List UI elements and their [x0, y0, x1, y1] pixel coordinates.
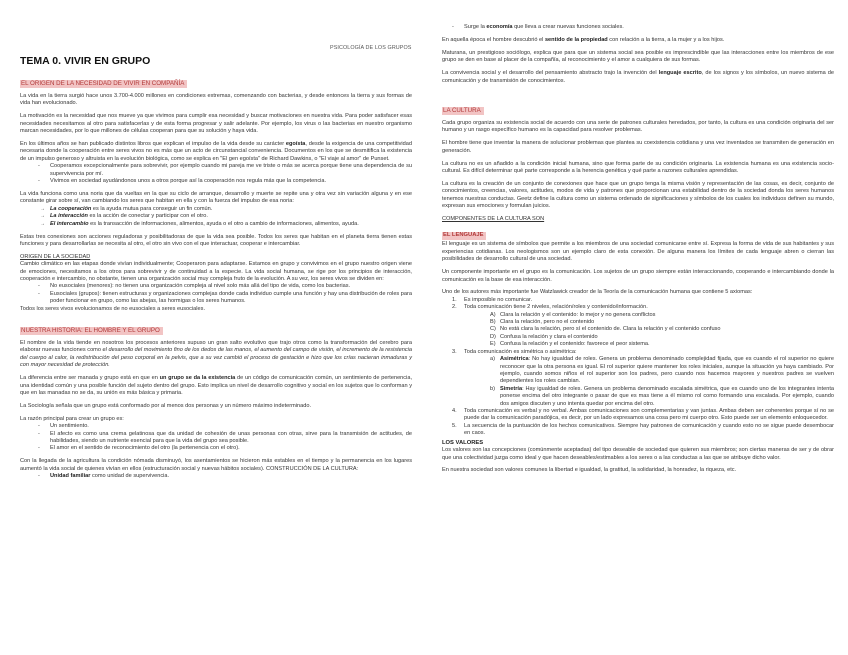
list-item: E) Confusa la relación y el contenido: favorece el peor sistema. — [490, 341, 650, 348]
paragraph: La Sociología señala que un grupo está conformado por al menos dos personas y un número máximo indeterminado. — [20, 402, 312, 409]
section-heading-cultura: LA CULTURA — [442, 107, 484, 115]
paragraph: La cultura es la creación de un conjunto de conexiones que hace que un grupo tenga la misma visión y representación de las cosas, es decir, conjunto de conocimientos, creencias, valores, actitudes, modos de vida y patrones que proporcionan una estabilidad dentro de la sociedad donda los seres humanos tenemos nuestras conductas. Geetz define la cultura como un sistema ordenado de significaciones y símbolos de los cuales los individuos definen su mundo, expresan sus emociones y formulan juicios. — [442, 180, 834, 210]
paragraph: El hombre tiene que inventar la manera de solucionar problemas que plantea su coexistencia cotidiana y una vez inventados se transmiten de generación en generación. — [442, 140, 834, 154]
paragraph: En aquella época el hombre descubrió el sentido de la propiedad con relación a la tierra, a la mujer y a los hijos. — [442, 36, 725, 43]
list-item: B) Clara la relación, pero no el contenido — [490, 319, 595, 326]
list-item: - El amor en el sentido de reconocimiento del otro (la pertenencia con el otro). — [42, 445, 412, 452]
running-header: PSICOLOGÍA DE LOS GRUPOS — [330, 45, 412, 51]
subheading-lenguaje: EL LENGUAJE — [442, 232, 486, 240]
bullet-list — [20, 473, 412, 480]
bullet-list — [20, 163, 412, 185]
list-item: → El intercambio es la transacción de informaciones, alimentos, ayuda o el otro a cambio de informaciones, alimentos, ayuda. — [44, 221, 412, 228]
list-item: - Un sentimiento. — [42, 423, 412, 430]
sub-list — [464, 312, 834, 349]
bullet-list — [20, 423, 412, 453]
bullet-list — [442, 24, 834, 31]
paragraph: Un componente importante en el grupo es la comunicación. Los sujetos de un grupo siempre están interaccionando, cooperando e intercambiando donde la comunicación es la base de esa interacción. — [442, 269, 834, 283]
list-item: a) Asimétrica: No hay igualdad de roles. Genera un problema denominado complejidad fijada, que es cuando el rol superior no quiere reconocer que la otra persona es igual. El rol superior quiere mantener los roles iniciales, aunque la situación ya haya cambiado. Por ejemplo, cuando somos niños el rol superior son los padres, pero cuando nos hacemos mayores y nuestros padres se vuelven dependientes los roles cambian. — [490, 356, 834, 385]
right-column — [442, 24, 834, 475]
sub-list — [464, 356, 834, 408]
list-item: - No eusociales (menores): no tienen una organización compleja al nivel solo más allá del tipo de vida, como los bacterias. — [42, 283, 412, 290]
list-item: - Unidad familiar como unidad de supervivencia. — [42, 473, 412, 480]
subheading-origen-sociedad: ORIGEN DE LA SOCIEDAD — [20, 253, 91, 260]
subheading-valores: LOS VALORES — [442, 439, 484, 446]
bullet-list — [20, 283, 412, 305]
paragraph: Estas tres conexiones son acciones reguladoras y posibilitadoras de que la vida sea posible. Todos los seres que habitan en el planeta tierra tienen estas funciones y para desarrollarlas se necesita al otro, el otro sin vivo con el que interactuar, cooperar e intercambiar. — [20, 233, 412, 247]
paragraph: La convivencia social y el desarrollo del pensamiento abstracto trajo la invención del lenguaje escrito, de los signos y los símbolos, un nuevo sistema de comunicación y de transmisión de conocimientos. — [442, 70, 834, 84]
paragraph: En los últimos años se han publicado distintos libros que explican el impulso de la vida desde su carácter egoísta, desde la exigencia de una competitividad necesaria donde la cooperación entre seres vivos no es más que un acto de circunstancial conveniencia. Documentos en los que se desmitifica la existencia de un impulso generoso y altruista en la evolución biológica, como se explica en "El gen egoísta" de Richard Dawkins, o "El viaje al amor" de Punset. — [20, 141, 413, 162]
paragraph: La vida en la tierra surgió hace unos 3.700-4.000 millones en condiciones extremas, comenzando con bacterias, y desde entonces la tierra y sus formas de vida han evolucionado. — [20, 93, 412, 107]
paragraph: La cultura no es un añadido a la condición inicial humana, sino que forma parte de su condición originaria. La existencia humana es una existencia socio-cultural. Es difícil determinar qué parte corresponde a la herencia genética y qué parte a razones culturales aprendidas. — [442, 160, 834, 174]
list-item: - Vivimos en sociedad ayudándonos unos a otros porque así la cooperación nos regula más que la competencia. — [42, 178, 412, 185]
list-item: → La interacción es la acción de conectar y participar con el otro. — [44, 213, 412, 220]
list-item: → La cooperación es la ayuda mutua para conseguir un fin común. — [44, 206, 412, 213]
list-item: 2. Toda comunicación tiene 2 niveles, relación/roles y contenido/información. A) Clara la relación y el contenido: lo mejor y no genera conflictos B) Clara la relación, pero no el contenido C) No está clara la relación, pero sí el contenido de. Clara la relación y el contenido confuso D) Confusa la relación y clara el contenido E) Confusa la relación y el contenido: favorece el peor sistema. — [452, 304, 834, 348]
paragraph: Con la llegada de la agricultura la condición nómada disminuyó, los asentamientos se hicieron más estables en el tiempo y la permanencia en los lugares aumentó la vida social de quienes vivían en ellos (estructuración social y nuevas hábitos sociales). CONSTRUCCIÓN DE LA CULTURA: — [20, 458, 412, 472]
arrow-list — [20, 206, 412, 228]
list-item: 5. La secuencia de la puntuación de los hechos comunicativos. Siempre hay patrones de comunicación y cuando esto no se sigue puede desembocar en caos. — [452, 422, 834, 437]
paragraph: La diferencia entre ser manada y grupo está en que en un grupo se da la existencia de un código de comunicación común, un sentimiento de pertenencia, una identidad común y una posible función del sujeto dentro del grupo. Esto implica un nivel de desarrollo cognitivo y social en los sujetos que lo conforman y que en las manadas no se da, su unión es más básica y primaria. — [20, 375, 412, 396]
paragraph: Uno de los autores más importante fue Watzlawick creador de la Teoría de la comunicación humana que contiene 5 axiomas: — [442, 289, 753, 296]
list-item: D) Confusa la relación y clara el contenido — [490, 333, 598, 340]
paragraph: La razón principal para crear un grupo es: — [20, 415, 124, 422]
paragraph: El nombre de la vida tiende en nosotros los procesos anteriores supuso un gran salto evolutivo que trajo otros como la transformación del cerebro para elaborar nuevas funciones como el desarrollo del movimiento fino de los dedos de las manos, el aumento del campo de visión, el incremento de la resistencia del cuerpo al calor, la redistribución del peso corporal en la pelvis, que a su vez cambió el proceso de gestación e hizo que los crías nacieran inmaduras y con mayor necesidad de protección. — [20, 340, 412, 369]
paragraph: El lenguaje es un sistema de símbolos que permite a los miembros de una sociedad comunicarse entre sí. Expresa la forma de vida de sus habitantes y sus experiencias cotidianas. Los neologismos son un ejemplo claro de esta conexión. De alguna manera los límites de cada lenguaje abren o cierran las posibilidades de desarrollo cultural de una sociedad. — [442, 241, 834, 263]
list-item: 1. Es imposible no comunicar. — [452, 296, 533, 303]
subheading-componentes: COMPONENTES DE LA CULTURA SON — [442, 216, 545, 222]
paragraph: Cada grupo organiza su existencia social de acuerdo con una serie de patrones culturales heredados, por tanto, la cultura es una condición originaria del ser humano y un rasgo específico humano es la capacidad para resolver problemas. — [442, 119, 834, 134]
paragraph: La motivación es la necesidad que nos mueve ya que vivimos para cumplir esa necesidad y buscar motivaciones en nuestra vida. Para poder satisfacer esas necesidades necesitamos al otro para satisfacerlas y de esta forma progresar y salir adelante. Por ejemplo, los virus o las bacterias en nuestro organismo marcan necesidades, por lo que millones de células cooperan para que su solución y haya vida. — [20, 113, 412, 135]
paragraph: En nuestra sociedad son valores comunes la libertad e igualdad, la gratitud, la solidaridad, la honradez, la riqueza, etc. — [442, 467, 737, 474]
document-title: TEMA 0. VIVIR EN GRUPO — [20, 55, 151, 67]
list-item: A) Clara la relación y el contenido: lo mejor y no genera conflictos — [490, 311, 656, 318]
paragraph: Cambio climático en las etapas donde vivían individualmente; Cooperaron para adaptarse. Estamos en grupo y convivimos en el grupo nuestro origen viene de emociones, necesitamos a los otros para sobrevivir y de continuidad a la especie. La vida social humana, se rige por los principios de interacción, cooperación e intercambio, no obstante, tienen una organización social muy compleja fruto de la evolución. A su vez, los seres vivos se dividen en: — [20, 261, 412, 283]
list-item: C) No está clara la relación, pero sí el contenido de. Clara la relación y el contenido confuso — [490, 326, 721, 333]
list-item: 3. Toda comunicación es simétrica o asimétrica: a) Asimétrica: No hay igualdad de roles. Genera un problema denominado complejidad fijada, que es cuando el rol superior no quiere reconocer que la otra persona es igual. El rol superior quiere mantener los roles iniciales, aunque la situación ya haya cambiado. Por ejemplo, cuando somos niños el rol superior son los padres, pero cuando nos hacemos mayores y nuestros padres se vuelven dependientes los roles cambian. b) Simetría: Hay igualdad de roles. Genera un problema denominado escalada simétrica, que es cuando uno de los integrantes intenta ponerse encima del otro integrante o pasar de que es mas tiene a él mismo rol como formando una escalada. Por ejemplo, cuando dos amigos discuten y uno intenta quedar por encima del otro. — [452, 348, 834, 407]
paragraph: Los valores son las concepciones (comúnmente aceptadas) del tipo deseable de sociedad que quieren sus miembros; son ciertas maneras de ser y de obrar que una colectividad juzga como ideal y que hacen deseables/estimables a los seres o a las conductas a las que se atribuye dicho valor. — [442, 447, 834, 461]
list-item: - Surge la economía que lleva a crear nuevas funciones sociales. — [456, 24, 834, 31]
paragraph: La vida funciona como una noria que da vueltas en la que su ciclo de arranque, desarrollo y muerte se repite una y otra vez sin variación alguna y en ese constante girar sobre sí, van cambiando los seres que habitan en ella y con la fuerza del impulso de esa noria: — [20, 190, 412, 205]
list-item: - Eusociales (grupos): tienen estructuras y organizaciones complejas donde cada individuo cumple una función y hay una distribución de roles para poder funcionar en grupo, como las abejas, las hormigas o los seres humanos. — [42, 291, 412, 306]
section-heading-origen: EL ORIGEN DE LA NECESIDAD DE VIVIR EN COMPAÑÍA — [20, 80, 187, 88]
list-item: - El afecto es como una crema gelatinosa que da unidad de cohesión de unas personas con otras, sirve para la transmisión de actitudes, de habilidades, siendo un nutriente esencial para que la vida del grupo sea posible. — [42, 431, 412, 446]
list-item: 4. Toda comunicación es verbal y no verbal. Ambas comunicaciones son complementarias y van juntas. Ambas deben ser coherentes porque sí no se puede dar la comunicación paradójica, es decir, por un lado expresamos una cosa pero mi cuerpo otro. Esto puede ser un elemento enloquecedor. — [452, 407, 834, 422]
list-item: - Cooperamos excepcionalmente para sobrevivir, por ejemplo cuando mi pareja me ve triste o más se acerca porque tiene una dependencia de su supervivencia por mí. — [42, 163, 412, 178]
list-item: b) Simetría: Hay igualdad de roles. Genera un problema denominado escalada simétrica, que es cuando uno de los integrantes intenta ponerse encima del otro integrante o pasar de que es mas tiene a él mismo rol como formando una escalada. Por ejemplo, cuando dos amigos discuten y uno intenta quedar por encima del otro. — [490, 385, 834, 407]
left-column — [20, 72, 412, 481]
axioms-list — [442, 297, 834, 438]
paragraph: Todos los seres vivos evolucionamos de no eusociales a seres eusociales. — [20, 305, 206, 312]
paragraph: Maturana, un prestigioso sociólogo, explica que para que un sistema social sea posible es imprescindible que las interacciones entre los miembros de ese grupo se den en base al placer de la compañía, al reconocimiento y el amor a cualquiera de sus formas. — [442, 49, 834, 64]
section-heading-historia: NUESTRA HISTORIA: EL HOMBRE Y EL GRUPO — [20, 327, 163, 335]
